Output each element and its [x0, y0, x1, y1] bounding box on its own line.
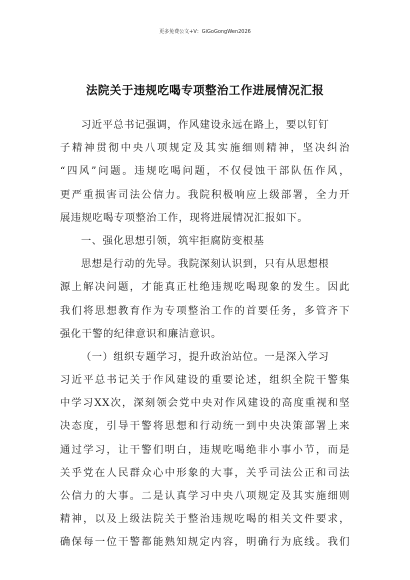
paragraph-line: 源上解决问题，才能真正杜绝违规吃喝现象的发生。因此	[60, 282, 350, 294]
paragraph-line: 展违规吃喝专项整治工作，现将进展情况汇报如下。	[60, 212, 309, 224]
paragraph-line: 精神，以及上级法院关于整治违规吃喝的相关文件要求，	[60, 514, 350, 526]
paragraph-line: 我们将思想教育作为专项整治工作的首要任务，多管齐下	[60, 305, 350, 317]
paragraph-line: 公信力的大事。二是认真学习中央八项规定及其实施细则	[60, 491, 350, 502]
paragraph-line: 习近平总书记强调，作风建设永远在路上，要以钉钉	[81, 120, 330, 131]
paragraph-line: 子精神贯彻中央八项规定及其实施细则精神，坚决纠治	[60, 143, 350, 155]
paragraph-line: 习近平总书记关于作风建设的重要论述，组织全院干警集	[60, 375, 350, 387]
paragraph-line: 决态度，引导干警将思想和行动统一到中央决策部署上来	[60, 421, 350, 433]
paragraph-line: 思想是行动的先导。我院深刻认识到，只有从思想根	[81, 259, 330, 271]
document-title: 法院关于违规吃喝专项整治工作进展情况汇报	[86, 83, 324, 97]
paragraph-line: 中学习XX次，深刻领会党中央对作风建设的高度重视和坚	[60, 398, 350, 410]
paragraph-line: （一）组织专题学习，提升政治站位。一是深入学习	[81, 351, 330, 363]
paragraph-line: 强化干警的纪律意识和廉洁意识。	[60, 328, 222, 340]
document-body	[60, 114, 350, 555]
paragraph-line: 通过学习，让干警们明白，违规吃喝绝非小事小节，而是	[60, 444, 350, 456]
section-heading: 一、强化思想引领，筑牢拒腐防变根基	[81, 235, 265, 247]
paragraph-line: 关乎党在人民群众心中形象的大事，关乎司法公正和司法	[60, 467, 350, 479]
header-note: 更多免费公文+V：GiGoGongWen2026	[159, 29, 251, 35]
paragraph-line: 确保每一位干警都能熟知规定内容，明确行为底线。我们	[60, 537, 350, 549]
paragraph-line: 更严重损害司法公信力。我院积极响应上级部署，全力开	[60, 189, 350, 201]
paragraph-line: “四风”问题。违规吃喝问题，不仅侵蚀干部队伍作风，	[60, 166, 350, 178]
